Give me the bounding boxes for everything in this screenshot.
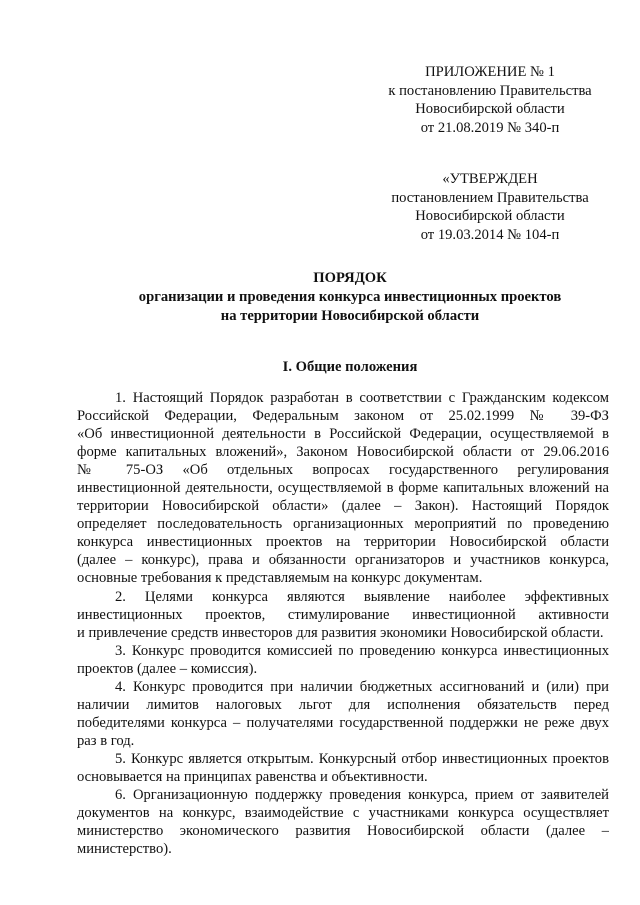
approved-line: Новосибирской области xyxy=(415,208,565,224)
document-body xyxy=(77,389,609,858)
paragraph-line: и привлечение средств инвесторов для развития экономики Новосибирской области. xyxy=(77,624,604,641)
title-line: на территории Новосибирской области xyxy=(220,308,480,324)
paragraph-line: «Об инвестиционной деятельности в Российской Федерации, осуществляемой в xyxy=(77,426,609,443)
approved-line: «УТВЕРЖДЕН xyxy=(442,171,538,187)
paragraph-line: раз в год. xyxy=(77,732,135,749)
paragraph-line: форме капитальных вложений», Законом Новосибирской области от 29.06.2016 xyxy=(77,444,609,461)
paragraph-line: основные требования к представляемым на конкурс документам. xyxy=(77,570,483,587)
annex-line: Новосибирской области xyxy=(415,101,565,117)
paragraph-line: определяет последовательность организационных мероприятий по проведению xyxy=(77,516,609,533)
title-line: ПОРЯДОК xyxy=(313,270,387,286)
paragraph-line: проектов (далее – комиссия). xyxy=(77,660,258,677)
paragraph-line: документов на конкурс, взаимодействие с участниками конкурса осуществляет xyxy=(77,805,609,822)
paragraph xyxy=(77,786,609,858)
approval-stamp-text xyxy=(368,170,612,244)
document-title xyxy=(60,269,640,326)
paragraph xyxy=(77,389,609,588)
paragraph-line: 1. Настоящий Порядок разработан в соответствии с Гражданским кодексом xyxy=(115,390,609,406)
paragraph xyxy=(77,678,609,750)
paragraph xyxy=(77,642,609,678)
paragraph-line: 2. Целями конкурса являются выявление наиболее эффективных xyxy=(115,588,609,605)
paragraph xyxy=(77,750,609,786)
paragraph-line: министерство). xyxy=(77,841,172,858)
annex-line: ПРИЛОЖЕНИЕ № 1 xyxy=(425,64,555,80)
paragraph-line: (далее – конкурс), права и обязанности организаторов и участников конкурса, xyxy=(77,552,609,569)
paragraph-line: 4. Конкурс проводится при наличии бюджетных ассигнований и (или) при xyxy=(115,678,609,695)
title-line: организации и проведения конкурса инвестиционных проектов xyxy=(138,289,562,305)
paragraph-line: министерство экономического развития Новосибирской области (далее – xyxy=(77,823,609,840)
paragraph-line: № 75-ОЗ «Об отдельных вопросах государственного регулирования xyxy=(77,462,609,479)
paragraph-line: 3. Конкурс проводится комиссией по проведению конкурса инвестиционных xyxy=(115,642,609,659)
annex-line: от 21.08.2019 № 340-п xyxy=(420,119,560,136)
paragraph-line: 6. Организационную поддержку проведения конкурса, прием от заявителей xyxy=(115,787,609,804)
paragraph-line: Российской Федерации, Федеральным законом от 25.02.1999 № 39-ФЗ xyxy=(77,408,609,425)
paragraph-line: наличии лимитов налоговых льгот для исполнения обязательств перед xyxy=(77,696,609,713)
paragraph-line: инвестиционных проектов, стимулирование инвестиционной активности xyxy=(77,606,609,623)
paragraph xyxy=(77,588,609,642)
paragraph-line: 5. Конкурс является открытым. Конкурсный отбор инвестиционных проектов xyxy=(115,750,609,767)
approved-line: постановлением Правительства xyxy=(391,189,589,206)
paragraph-line: инвестиционной деятельности, осуществляемой в форме капитальных вложений на xyxy=(77,480,609,497)
approved-line: от 19.03.2014 № 104-п xyxy=(420,226,560,243)
section-title: I. Общие положения xyxy=(282,359,418,375)
annex-line: к постановлению Правительства xyxy=(388,82,592,99)
paragraph-line: конкурса инвестиционных проектов на территории Новосибирской области xyxy=(77,534,609,551)
paragraph-line: победителями конкурса – получателями государственной поддержки не реже двух xyxy=(77,714,609,731)
annex-header xyxy=(368,63,612,137)
paragraph-line: территории Новосибирской области» (далее – Закон). Настоящий Порядок xyxy=(77,498,609,515)
paragraph-line: основывается на принципах равенства и объективности. xyxy=(77,768,428,785)
